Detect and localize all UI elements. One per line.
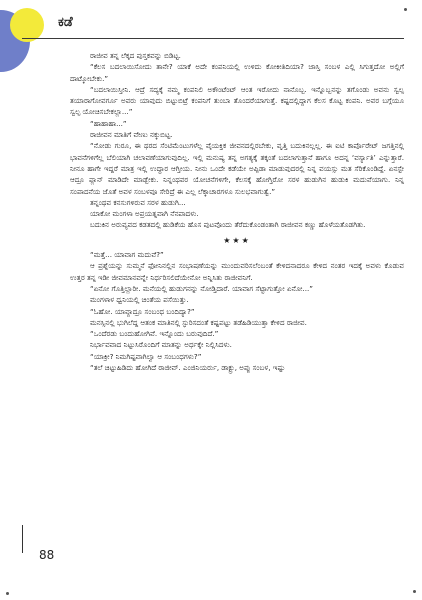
paragraph: ಆ ಪ್ರಶ್ನೆಯನ್ನು ಸುಮ್ಮನೆ ಫೋನಿನಲ್ಲಿನ ಸಂಭಾಷಣೆಯನ್ನು ಮುಂದುವರಿಸಲೆಂಬಂತೆ ಕೇಳಿದನಾದರೂ ಕೇಳಿದ ನಂತರ ಇದಕ್ಕೆ ಅವಳು ಕೊಡುವ ಉತ್ತರ ತನ್ನ ಇಡೀ ಜೀವಮಾನವನ್ನೇ ನಿರ್ಧರಿಸಲಿದೆಯೇನೋ ಅನ್ನಿಸಿತು ರಾಜೀವನಿಗೆ. <box>70 261 404 282</box>
page-number: 88 <box>39 548 55 562</box>
paragraph: “ತಲೆ ಚಿಟ್ಟುಹಿಡಿದು ಹೋಗಿದೆ ರಾಜೀವ್. ಎಂಜಿನಿಯರ್ರು, ಡಾಕ್ಟ್ರು, ಅಪ್ಪು ಸಂಬಳ, ಇಷ್ಟು <box>90 363 286 373</box>
paragraph: ರಾಜೀವ ತನ್ನ ಲೆಕ್ಕದ ಪುಸ್ತಕವನ್ನು ಬಿಡಿಟ್ಟ. <box>90 51 181 60</box>
paragraph: “ಮತ್ತೆ... ಯಾವಾಗ ಮದುವೆ?” <box>90 250 164 260</box>
paragraph: “ಏನೋ ಗೊತ್ತಿಲ್ಲಾರೀ. ಮನೆಯಲ್ಲಿ ಹುಡುಗನನ್ನು ನೋಡ್ತಿದಾರೆ. ಯಾವಾಗ ಸೆಟ್ಟಾಗುತ್ತೋ ಏನೋ...” <box>90 283 313 293</box>
paragraph: “ಹಾಹಾಹಾ...” <box>90 118 127 128</box>
paragraph: ನಿರ್ಭಾವವಾದ ನಿಟ್ಟುಸಿರೊಂದಿಗೆ ಮಾತನ್ನು ಅರ್ಧಕ್ಕೇ ನಿಲ್ಲಿಸಿದಳು. <box>90 340 232 350</box>
body-text <box>70 50 404 373</box>
paragraph: ಬದುಕಿನ ಅರುವ್ಯವದ ಕಡತದಲ್ಲಿ ಹುಡಿಕೆಯ ಹೊಸ ಪುಟವೊಂದು ತೆರೆದುಕೊಂಡಂತಾಗಿ ರಾಜೀವನ ಕಣ್ಣು ಹೊಳೆಯತೊಡಗಿತು. <box>90 220 366 230</box>
section-separator: ★★★ <box>223 235 251 245</box>
paragraph: “ನೋಡು ಗುರೂ, ಈ ಥರದ ಸೆಂಟಿಮೆಂಟುಗಳೆಲ್ಲ ವೈಯಕ್ತಿಕ ಜೀವನದಲ್ಲಿರಬೇಕು, ವೃತ್ತಿ ಬದುಕಿನಲ್ಲಲ್ಲ. ಈ ಐಟಿ ಕಾರ್ಪೊರೇಟ್ ಜಗತ್ತಿನಲ್ಲಿ ಭಾವನೆಗಳಿಗೆಲ್ಲ ಬೆಲಿಯಾಗಿ ಚಲಾವಣೆಯಾಗುವುದಿಲ್ಲ. ಇಲ್ಲಿ ಮನುಷ್ಯ ತನ್ನ ಅಗತ್ಯಕ್ಕೆ ತಕ್ಕಂತೆ ಬದಲಾಗುತ್ತಾನೆ ಹಾಗೂ ಅದನ್ನ ‘ವರ್ಸ್ಯಾತಿ’ ಎನ್ನುತ್ತಾರೆ. ನೀನೂ ಹಾಗೇ ಇದ್ದರೆ ಮಾತ್ರ ಇಲ್ಲಿ ಉದ್ಧಾರ ಆಗ್ತೀಯ. ನೀನು ಒಂದೇ ಕಡೆಯೇ ಅಪ್ಪಿಡಾ ಮಾಡುವುದರಲ್ಲಿ ನಿನ್ನ ವಯಸ್ಸು ಮತ ಸೆರಿಕೊಂಡಿದ್ದೆ. ಏನಸ್ಟೇ ಆದ್ರೂ ಪ್ಲಾನ್ ಮಾಡಿದೇ ಮಾಡ್ಬೇಕು. ನಿನ್ನಂಥವರ ಯೋಚನೆಗಳಿಗೇ, ಕೆಲಸಕ್ಕೆ ಹೋಗ್ತಿರೋ ಸರಳ ಹುಡುಗಿನ ಹುಡುಕಿ ಮದುವೆಯಾಗು. ನಿನ್ನ ಸಂಪಾದನೆಯ ಜೊತೆ ಅವಳ ಸಂಬಳವೂ ಸೇರಿದ್ರೆ ಈ ಎಲ್ಲ ಲೆಕ್ಕಾಚಾರಗಳೂ ಸುಲಭವಾಗುತ್ವೆ.” <box>70 141 404 196</box>
crop-mark <box>6 592 9 595</box>
paragraph: “ಬದಲಾಯಿಸ್ತೀನಿ. ಆದ್ರೆ ಸದ್ಯಕ್ಕೆ ನಮ್ಮ ಕಂಪನಿಲಿ ಅಕೌಂಟೆಂಟ್ ಆಂತ ಇರೋದು ನಾನೊಬ್ಬ. ಇನ್ನೊಬ್ಬನನ್ನು ತಗೊಂಡು ಅವನು ಸ್ವಲ್ಪ ತಯಾರಾಗೋವರ್ಗೂ ಅವರು ಯಾವುದು ಬಿಟ್ಟುಬಿಟ್ರೆ ಕಂಪನಿಗೆ ತುಂಬಾ ತೊಂದರೆಯಾಗುತ್ತೆ. ಕಷ್ಟದಲ್ಲಿದ್ದಾಗ ಕೆಲಸ ಕೊಟ್ಟ ಕಂಪನಿ. ಅವರ ಬಗ್ಗೆಯೂ ಸ್ವಲ್ಪ ಯೋಚಿಸಬೇಕಲ್ಲಾ...” <box>70 84 404 117</box>
running-title: ಕಡೆ <box>58 15 73 30</box>
footer-rule <box>22 525 23 553</box>
corner-decoration-yellow <box>10 8 44 42</box>
paragraph: “ಒಂದೆರಡು ಬಂದುಹೋಗಿವೆ. ಇನ್ನೊಂದು ಬರುವುದಿದೆ.” <box>90 329 219 339</box>
crop-mark <box>413 590 416 593</box>
paragraph: ಮನಸ್ಸಿನಲ್ಲಿ ಭುಗಿಲೆದ್ದ ಆತಂಕ ಮಾತಿನಲ್ಲಿ ಸ್ಫುರಿಸದಂತೆ ಕಷ್ಟಪಟ್ಟು ತಡೆಹಿಡಿಯುತ್ತಾ ಕೇಳಿದ ರಾಜೀವ. <box>90 317 307 327</box>
header-rule <box>22 38 404 39</box>
paragraph: ತನ್ನಂಥವ ಕನಸುಗಳಿರುವ ಸರಳ ಹುಡುಗಿ... <box>90 197 186 207</box>
paragraph: “ಓಹೋ. ಯಾವ್ದಾದ್ರೂ ಸಂಬಂಧ ಬಂದಿದ್ಯಾ?” <box>90 306 195 316</box>
paragraph: ಯಾಕೋ ಮಂಗಳಾ ಅಪ್ರಯತ್ನವಾಗಿ ನೆನಪಾದಳು. <box>90 209 199 219</box>
paragraph: ಮಂಗಳಾಳ ಧ್ವನಿಯಲ್ಲಿ ಚಿಂತೆಯ ಪಸೆಯಿತ್ತು. <box>90 295 189 305</box>
paragraph: “ಯಾಕ್ರೀ? ನಿಮಗಿಷ್ಟವಾಗಿಲ್ವಾ ಆ ಸಂಬಂಧಗಳು?” <box>90 351 202 361</box>
paragraph: ರಾಜೀವನ ಮಾತಿಗೆ ವೇಣು ನಕ್ಕುಬಿಟ್ಟ. <box>90 130 173 140</box>
crop-mark <box>404 8 407 11</box>
paragraph: “ಕೆಲಸ ಬದಲಾಯಿಸೋದು ತಾನೇ? ಯಾಕೆ ಅದೇ ಕಂಪನಿಯಲ್ಲಿ ಉಳಿದು ಕೋಕೀತಿದಿಯಾ? ಜಾಸ್ತಿ ಸಂಬಳ ಎಲ್ಲಿ ಸಿಗುತ್ತದೋ ಅಲ್ಲಿಗೆ ದಾಟ್ಕೋಬೇಕು.” <box>70 62 404 83</box>
